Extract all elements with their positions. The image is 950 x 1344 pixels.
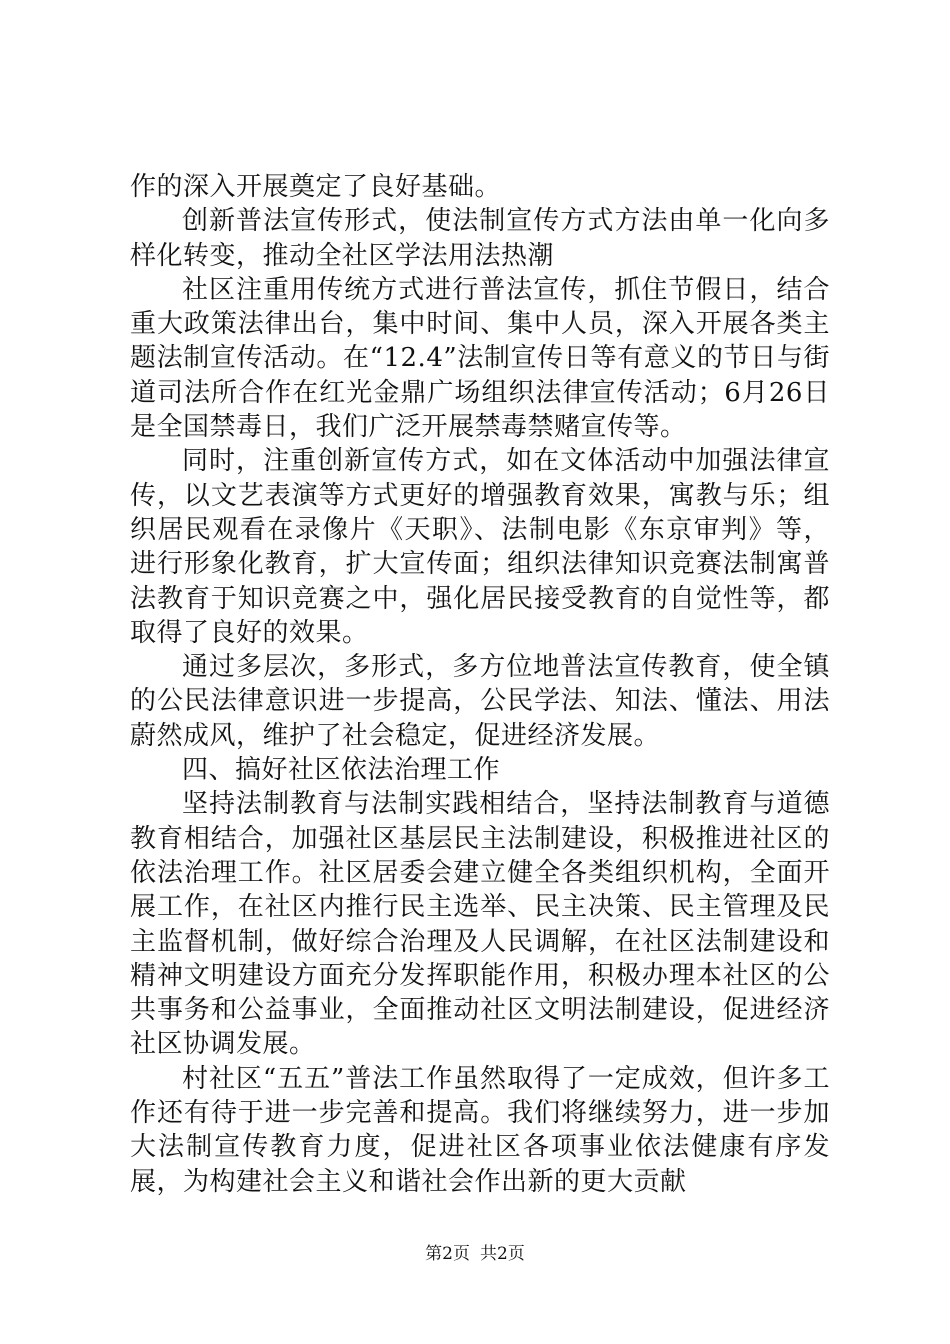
- page-number-total: 共2页: [480, 1244, 525, 1264]
- paragraph-new-methods: 同时，注重创新宣传方式，如在文体活动中加强法律宣传，以文艺表演等方式更好的增强教育效果，寓教与乐；组织居民观看在录像片《天职》、法制电影《东京审判》等，进行形象化教育，扩大宣传面；组织法律知识竞赛法制寓普法教育于知识竞赛之中，强化居民接受教育的自觉性等，都取得了良好的效果。: [130, 446, 830, 648]
- paragraph-heading-innovation: 创新普法宣传形式，使法制宣传方式方法由单一化向多样化转变，推动全社区学法用法热潮: [130, 206, 830, 271]
- paragraph-continuation: 作的深入开展奠定了良好基础。: [130, 172, 502, 202]
- paragraph-results: 通过多层次，多形式，多方位地普法宣传教育，使全镇的公民法律意识进一步提高，公民学法、知法、懂法、用法蔚然成风，维护了社会稳定，促进经济发展。: [130, 652, 830, 751]
- page-number-current: 第2页: [425, 1244, 470, 1264]
- paragraph-conclusion: 村社区“五五”普法工作虽然取得了一定成效，但许多工作还有待于进一步完善和提高。我们将继续努力，进一步加大法制宣传教育力度，促进社区各项事业依法健康有序发展，为构建社会主义和谐社会作出新的更大贡献: [130, 1063, 830, 1197]
- paragraph-governance: 坚持法制教育与法制实践相结合，坚持法制教育与道德教育相结合，加强社区基层民主法制建设，积极推进社区的依法治理工作。社区居委会建立健全各类组织机构，全面开展工作，在社区内推行民主选举、民主决策、民主管理及民主监督机制，做好综合治理及人民调解，在社区法制建设和精神文明建设方面充分发挥职能作用，积极办理本社区的公共事务和公益事业，全面推动社区文明法制建设，促进经济社区协调发展。: [130, 789, 830, 1060]
- page-footer: [0, 1244, 950, 1264]
- section-heading-governance: 四、搞好社区依法治理工作: [182, 755, 501, 786]
- paragraph-traditional-methods: 社区注重用传统方式进行普法宣传，抓住节假日，结合重大政策法律出台，集中时间、集中人员，深入开展各类主题法制宣传活动。在“12.4”法制宣传日等有意义的节日与街道司法所合作在红光金鼎广场组织法律宣传活动；6月26日是全国禁毒日，我们广泛开展禁毒禁赌宣传等。: [130, 274, 830, 443]
- document-body: [130, 170, 830, 1199]
